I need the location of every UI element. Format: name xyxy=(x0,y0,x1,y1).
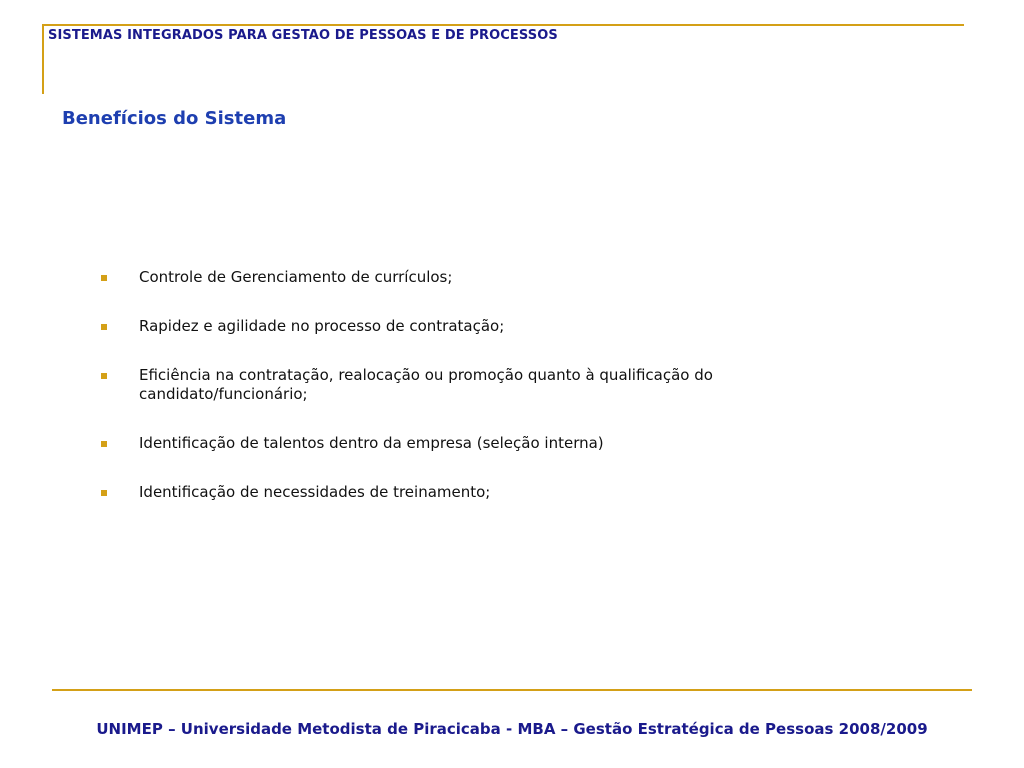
list-item xyxy=(100,483,820,502)
list-item xyxy=(100,317,820,336)
square-bullet-icon xyxy=(101,490,107,496)
square-bullet-icon xyxy=(101,324,107,330)
square-bullet-icon xyxy=(101,275,107,281)
list-item-text: Controle de Gerenciamento de currículos; xyxy=(139,268,453,286)
list-item-text: Eficiência na contratação, realocação ou promoção quanto à qualificação do candidato/funcionário; xyxy=(139,366,713,403)
square-bullet-icon xyxy=(101,441,107,447)
header-top-rule xyxy=(42,24,964,26)
footer-text: UNIMEP – Universidade Metodista de Piracicaba - MBA – Gestão Estratégica de Pessoas 2008/2009 xyxy=(96,720,928,738)
square-bullet-icon xyxy=(101,373,107,379)
list-item-text: Identificação de necessidades de treinamento; xyxy=(139,483,491,501)
benefits-list xyxy=(100,268,820,532)
list-item-text: Identificação de talentos dentro da empresa (seleção interna) xyxy=(139,434,604,452)
list-item xyxy=(100,434,820,453)
header-title: SISTEMAS INTEGRADOS PARA GESTAO DE PESSOAS E DE PROCESSOS xyxy=(48,28,558,43)
list-item xyxy=(100,268,820,287)
footer-rule xyxy=(52,689,972,691)
list-item xyxy=(100,366,820,404)
header-left-rule xyxy=(42,24,44,94)
list-item-text: Rapidez e agilidade no processo de contratação; xyxy=(139,317,505,335)
slide-title: Benefícios do Sistema xyxy=(62,108,287,129)
